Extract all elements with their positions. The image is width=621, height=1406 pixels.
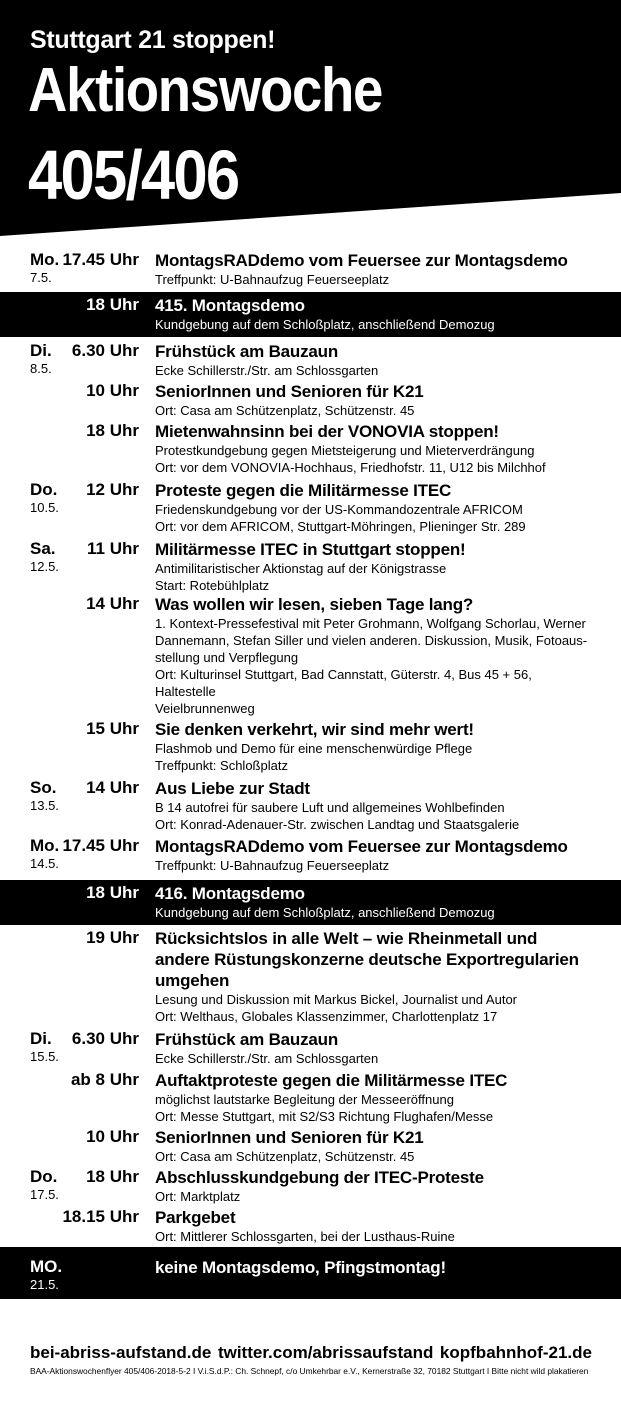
event-time: 18 Uhr	[86, 295, 139, 314]
event-title: Was wollen wir lesen, sieben Tage lang?	[155, 595, 474, 614]
event-detail: Protestkundgebung gegen Mietsteigerung und Mieterverdrängung	[155, 443, 535, 458]
event-time: 17.45 Uhr	[62, 250, 139, 269]
event-row	[0, 1247, 621, 1299]
event-detail: Treffpunkt: U-Bahnaufzug Feuerseeplatz	[155, 858, 390, 873]
event-title: keine Montagsdemo, Pfingstmontag!	[155, 1258, 446, 1277]
event-row	[0, 537, 621, 594]
event-detail: Kundgebung auf dem Schloßplatz, anschließend Demozug	[155, 317, 495, 332]
event-time: 11 Uhr	[87, 539, 139, 558]
event-body	[155, 295, 595, 333]
event-date: 17.5.	[30, 1187, 59, 1202]
event-detail: Treffpunkt: U-Bahnaufzug Feuerseeplatz	[155, 272, 390, 287]
event-detail: Ort: Messe Stuttgart, mit S2/S3 Richtung Flughafen/Messe	[155, 1109, 494, 1124]
event-detail: Veielbrunnenweg	[155, 701, 255, 716]
event-time: 18.15 Uhr	[62, 1207, 139, 1226]
event-body	[155, 1207, 595, 1245]
event-detail: Treffpunkt: Schloßplatz	[155, 758, 288, 773]
event-row	[0, 594, 621, 719]
event-body	[155, 480, 595, 535]
event-day: Mo.	[30, 250, 60, 269]
event-row	[0, 834, 621, 880]
event-row	[0, 337, 621, 381]
event-body	[155, 1257, 595, 1295]
event-row	[0, 1127, 621, 1167]
event-time: ab 8 Uhr	[70, 1070, 139, 1089]
event-title: Aus Liebe zur Stadt	[155, 779, 310, 798]
event-row	[0, 1167, 621, 1207]
link-bei-abriss-aufstand[interactable]: bei-abriss-aufstand.de	[30, 1343, 212, 1362]
event-day: MO.	[30, 1257, 63, 1276]
header-title: Aktionswoche	[28, 56, 383, 125]
event-date: 12.5.	[30, 559, 59, 574]
event-title: Militärmesse ITEC in Stuttgart stoppen!	[155, 540, 466, 559]
event-body	[155, 539, 595, 594]
event-detail: Ort: Marktplatz	[155, 1189, 241, 1204]
event-detail: möglichst lautstarke Begleitung der Messeeröffnung	[155, 1092, 454, 1107]
event-time: 14 Uhr	[86, 594, 139, 613]
event-body	[155, 594, 595, 717]
event-body	[155, 778, 595, 833]
event-body	[155, 883, 595, 921]
event-title: MontagsRADdemo vom Feuersee zur Montagsdemo	[155, 251, 568, 270]
event-time: 14 Uhr	[86, 778, 139, 797]
event-body	[155, 341, 595, 379]
event-row	[0, 292, 621, 337]
event-day: Do.	[30, 1167, 58, 1186]
event-row	[0, 478, 621, 537]
event-day: So.	[30, 778, 57, 797]
event-body	[155, 250, 595, 288]
event-time: 10 Uhr	[86, 1127, 139, 1146]
event-detail: B 14 autofrei für saubere Luft und allgemeines Wohlbefinden	[155, 800, 505, 815]
event-detail: Ecke Schillerstr./Str. am Schlossgarten	[155, 363, 379, 378]
event-body	[155, 421, 595, 476]
header-number: 405/406	[28, 136, 239, 214]
event-detail: Friedenskundgebung vor der US-Kommandozentrale AFRICOM	[155, 502, 523, 517]
event-time: 19 Uhr	[86, 928, 139, 947]
event-title: SeniorInnen und Senioren für K21	[155, 1128, 424, 1147]
event-date: 14.5.	[30, 856, 59, 871]
event-body	[155, 836, 595, 874]
event-title: Parkgebet	[155, 1208, 236, 1227]
event-date: 13.5.	[30, 798, 59, 813]
event-row	[0, 381, 621, 421]
event-body	[155, 381, 595, 419]
event-row	[0, 250, 621, 292]
event-detail: Lesung und Diskussion mit Markus Bickel, Journalist und Autor	[155, 992, 518, 1007]
event-detail: Ort: Konrad-Adenauer-Str. zwischen Landtag und Staatsgalerie	[155, 817, 520, 832]
event-day: Mo.	[30, 836, 60, 855]
header-subtitle: Stuttgart 21 stoppen!	[30, 26, 276, 54]
event-body	[155, 1127, 595, 1165]
event-detail: 1. Kontext-Pressefestival mit Peter Grohmann, Wolfgang Schorlau, Werner	[155, 616, 586, 631]
event-detail: Ort: Casa am Schützenplatz, Schützenstr. 45	[155, 403, 415, 418]
event-time: 12 Uhr	[86, 480, 139, 499]
link-twitter[interactable]: twitter.com/abrissaufstand	[217, 1343, 434, 1362]
event-date: 7.5.	[30, 270, 52, 285]
event-title: Mietenwahnsinn bei der VONOVIA stoppen!	[155, 422, 499, 441]
event-time: 10 Uhr	[86, 381, 139, 400]
event-body	[155, 928, 595, 1025]
event-body	[155, 1167, 595, 1205]
event-row	[0, 1026, 621, 1069]
event-time: 15 Uhr	[86, 719, 139, 738]
event-body	[155, 1070, 595, 1125]
event-title: Sie denken verkehrt, wir sind mehr wert!	[155, 720, 474, 739]
imprint: BAA-Aktionswochenflyer 405/406-2018-5-2 I V.i.S.d.P.: Ch. Schnepf, c/o Umkehrbar e.V., Kernerstraße 32, 70182 Stuttgart I Bitte nicht wild plakatieren	[30, 1366, 589, 1376]
header-date-range: 7.5.- 21.5.	[478, 148, 580, 176]
event-detail: Ort: vor dem VONOVIA-Hochhaus, Friedhofstr. 11, U12 bis Milchhof	[155, 460, 546, 475]
event-day: Di.	[30, 341, 52, 360]
event-title: MontagsRADdemo vom Feuersee zur Montagsdemo	[155, 837, 568, 856]
event-detail: Ecke Schillerstr./Str. am Schlossgarten	[155, 1051, 379, 1066]
event-title: Auftaktproteste gegen die Militärmesse ITEC	[155, 1071, 508, 1090]
event-date: 8.5.	[30, 361, 52, 376]
event-row	[0, 925, 621, 1026]
event-title: Rücksichtslos in alle Welt – wie Rheinmetall und andere Rüstungskonzerne deutsche Exportregularien umgehen	[155, 929, 579, 990]
event-day: Di.	[30, 1029, 52, 1048]
event-title: Proteste gegen die Militärmesse ITEC	[155, 481, 452, 500]
event-day: Do.	[30, 480, 58, 499]
event-title: Abschlusskundgebung der ITEC-Proteste	[155, 1168, 484, 1187]
event-detail: Ort: vor dem AFRICOM, Stuttgart-Möhringen, Plieninger Str. 289	[155, 519, 526, 534]
event-time: 17.45 Uhr	[62, 836, 139, 855]
event-body	[155, 719, 595, 774]
event-day: Sa.	[30, 539, 56, 558]
event-list	[0, 250, 621, 1299]
event-row	[0, 719, 621, 776]
link-kopfbahnhof-21[interactable]: kopfbahnhof-21.de	[439, 1343, 592, 1362]
event-title: SeniorInnen und Senioren für K21	[155, 382, 424, 401]
event-detail: Ort: Kulturinsel Stuttgart, Bad Cannstatt, Güterstr. 4, Bus 45 + 56, Haltestelle	[155, 667, 532, 699]
event-time: 6.30 Uhr	[71, 341, 139, 360]
event-row	[0, 776, 621, 834]
event-title: 415. Montagsdemo	[155, 296, 305, 315]
event-detail: Kundgebung auf dem Schloßplatz, anschließend Demozug	[155, 905, 495, 920]
event-time: 18 Uhr	[86, 1167, 139, 1186]
event-time: 18 Uhr	[86, 421, 139, 440]
event-time: 18 Uhr	[86, 883, 139, 902]
event-title: Frühstück am Bauzaun	[155, 1030, 339, 1049]
event-detail: Antimilitaristischer Aktionstag auf der Königstrasse	[155, 561, 447, 576]
event-date: 21.5.	[30, 1277, 59, 1292]
event-title: Frühstück am Bauzaun	[155, 342, 339, 361]
header-banner	[0, 0, 621, 236]
event-title: 416. Montagsdemo	[155, 884, 305, 903]
event-detail: stellung und Verpflegung	[155, 650, 299, 665]
event-detail: Flashmob und Demo für eine menschenwürdige Pflege	[155, 741, 473, 756]
event-body	[155, 1029, 595, 1067]
event-row	[0, 1069, 621, 1127]
event-detail: Ort: Mittlerer Schlossgarten, bei der Lusthaus-Ruine	[155, 1229, 455, 1244]
event-time: 6.30 Uhr	[71, 1029, 139, 1048]
event-date: 10.5.	[30, 500, 59, 515]
event-date: 15.5.	[30, 1049, 59, 1064]
event-row	[0, 880, 621, 925]
event-detail: Dannemann, Stefan Siller und vielen anderen. Diskussion, Musik, Fotoaus-	[155, 633, 588, 648]
footer-links	[30, 1343, 592, 1363]
event-row	[0, 1207, 621, 1247]
event-detail: Start: Rotebühlplatz	[155, 578, 270, 593]
event-detail: Ort: Casa am Schützenplatz, Schützenstr. 45	[155, 1149, 415, 1164]
event-row	[0, 421, 621, 478]
event-detail: Ort: Welthaus, Globales Klassenzimmer, Charlottenplatz 17	[155, 1009, 498, 1024]
